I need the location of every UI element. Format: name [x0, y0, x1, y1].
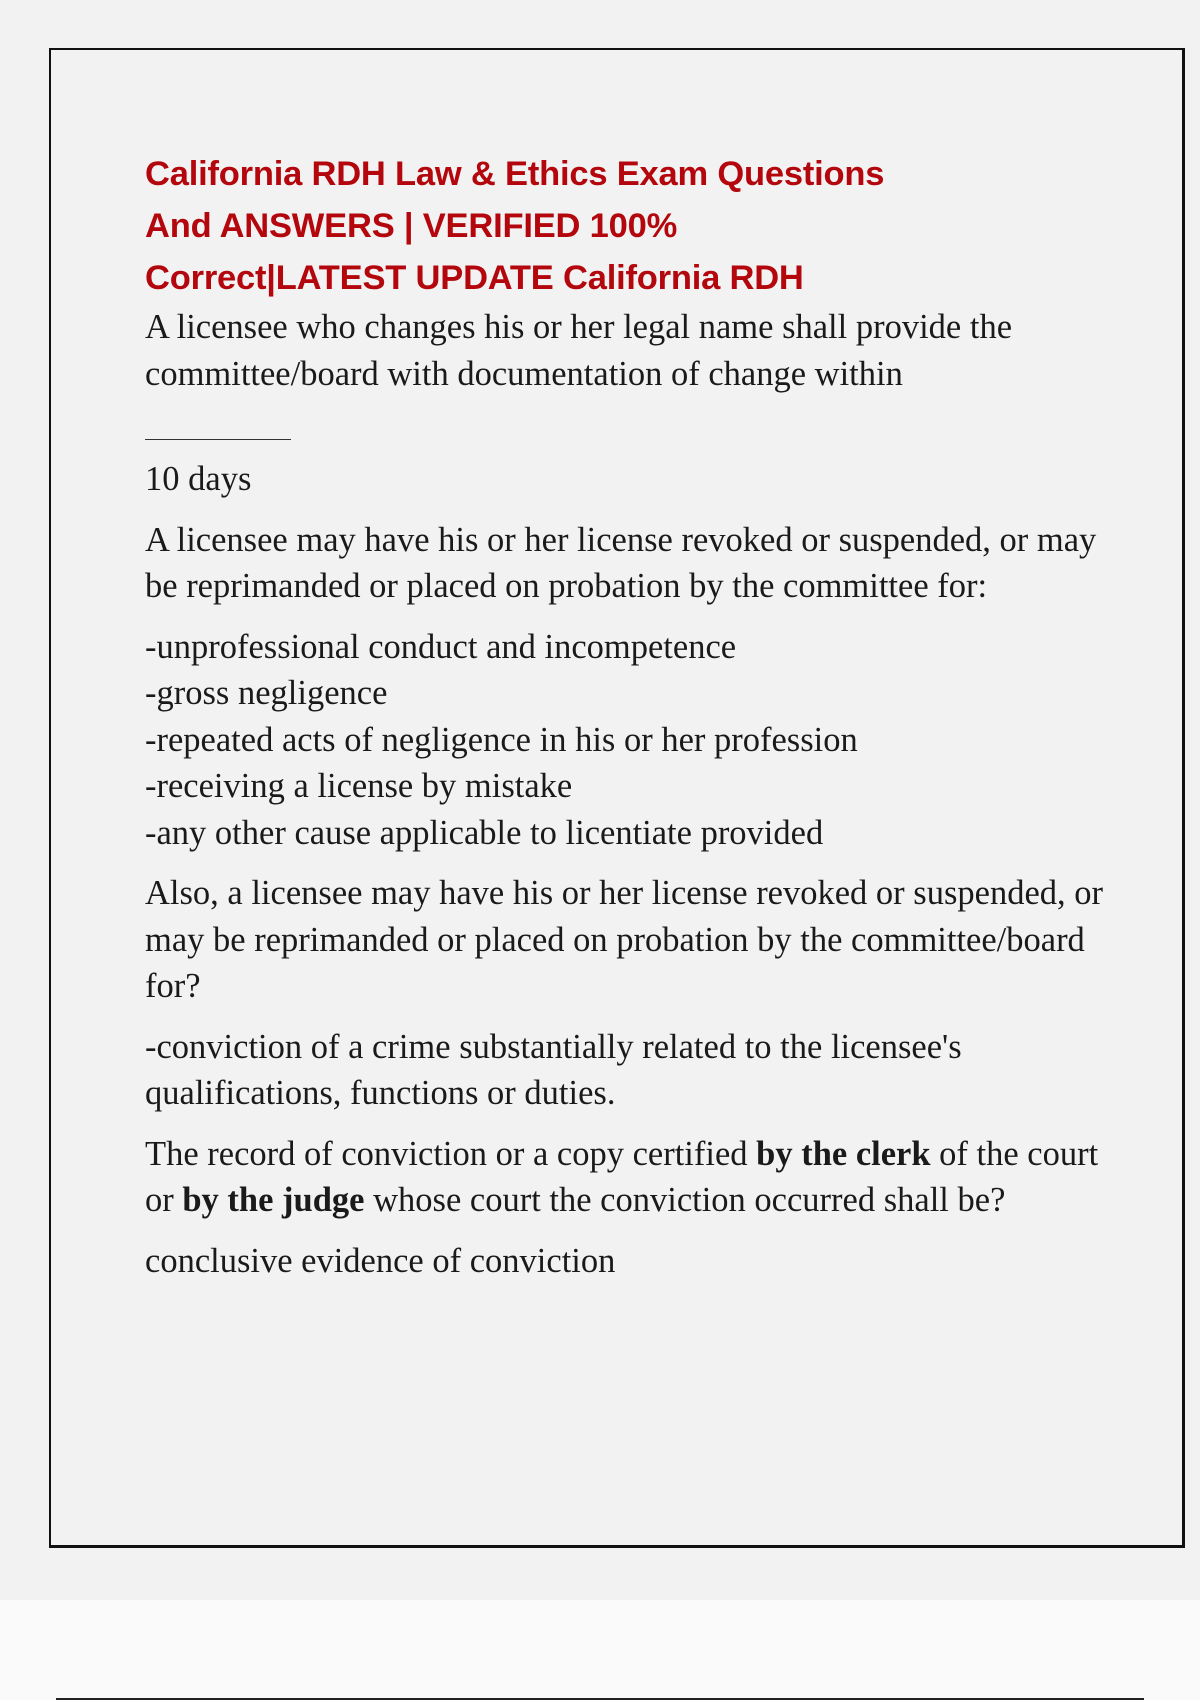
answer-1: 10 days: [145, 460, 252, 498]
question-4-text-2: of the court or: [145, 1134, 1099, 1219]
list-item: -any other cause applicable to licentiate provided: [145, 813, 824, 852]
answer-3: -conviction of a crime substantially related to the licensee's qualifications, functions or duties.: [145, 1027, 962, 1112]
question-4-bold-clerk: by the clerk: [756, 1134, 931, 1173]
next-page-area: [0, 1600, 1200, 1700]
question-4: [145, 1131, 1135, 1224]
question-1: A licensee who changes his or her legal name shall provide the committee/board with documentation of change within: [145, 308, 1013, 393]
title-line-3: Correct|LATEST UPDATE California RDH: [145, 259, 804, 297]
answer-2-list: [145, 624, 1135, 857]
question-3: Also, a licensee may have his or her license revoked or suspended, or may be reprimanded or placed on probation by the committee/board for?: [145, 874, 1104, 1005]
question-4-text-1: The record of conviction or a copy certified: [145, 1134, 757, 1173]
answer-4: conclusive evidence of conviction: [145, 1241, 616, 1280]
list-item: -unprofessional conduct and incompetence: [145, 627, 737, 666]
title-line-2: And ANSWERS | VERIFIED 100%: [145, 207, 678, 245]
title-line-1: California RDH Law & Ethics Exam Questions: [145, 155, 885, 193]
question-4-bold-judge: by the judge: [182, 1181, 365, 1219]
document-title: [145, 148, 1135, 304]
list-item: -repeated acts of negligence in his or her profession: [145, 720, 858, 759]
answer-blank-line: [145, 439, 291, 440]
list-item: -gross negligence: [145, 674, 388, 712]
list-item: -receiving a license by mistake: [145, 767, 573, 805]
question-2: A licensee may have his or her license revoked or suspended, or may be reprimanded or placed on probation by the committee for:: [145, 520, 1097, 605]
document-page: [49, 48, 1185, 1548]
question-4-text-3: whose court the conviction occurred shall be?: [364, 1181, 1006, 1219]
page-content: [145, 148, 1135, 1284]
